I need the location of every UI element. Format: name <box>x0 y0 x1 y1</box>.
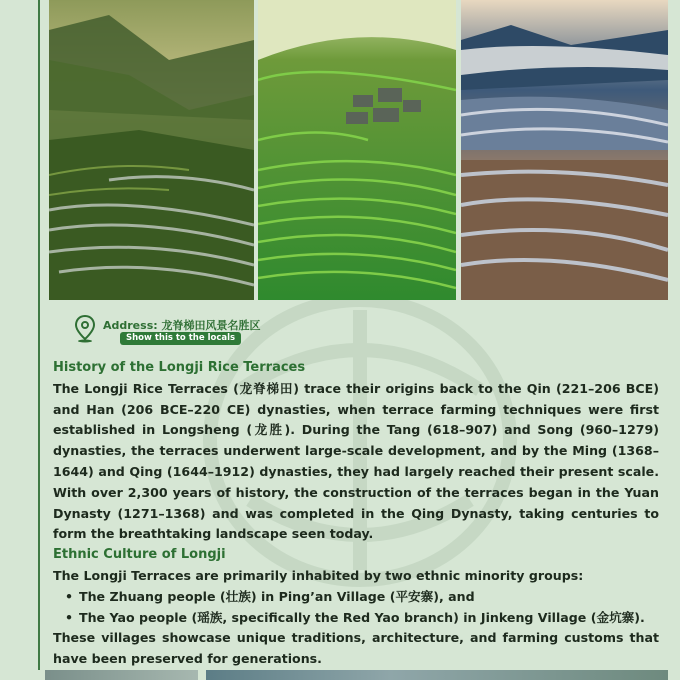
map-pin-icon <box>74 315 96 343</box>
bottom-photo-right <box>206 670 668 680</box>
list-item: • The Yao people (瑶族, specifically the Red Yao branch) in Jinkeng Village (金坑寨). <box>63 608 659 629</box>
ethnic-culture-heading: Ethnic Culture of Longji <box>53 547 226 563</box>
photo-strip <box>49 0 669 300</box>
closing-paragraph: These villages showcase unique traditions, architecture, and farming customs that have been preserved for generations. <box>53 630 659 667</box>
article-body <box>53 358 659 670</box>
photo-green-terraces-village <box>258 0 456 300</box>
ethnic-intro: The Longji Terraces are primarily inhabited by two ethnic minority groups: <box>53 567 584 583</box>
history-heading: History of the Longji Rice Terraces <box>53 360 306 375</box>
ethnic-groups-list <box>53 587 659 629</box>
history-paragraph: The Longji Rice Terraces (龙脊梯田) trace their origins back to the Qin (221–206 BCE) and Han (206 BCE–220 CE) dynasties, when terrace farming techniques were first established in Longsheng (龙胜). During the Tang (618–907) and Song (960–1279) dynasties, the terraces underwent large-scale development, and by the Ming (1368–1644) and Qing (1644–1912) dynasties, they had largely reached their present scale. With over 2,300 years of history, the construction of the terraces began in the Yuan Dynasty (1271–1368) and was completed in the Qing Dynasty, taking centuries to form the breathtaking landscape seen today. <box>53 380 659 542</box>
show-to-locals-button[interactable]: Show this to the locals <box>120 332 241 345</box>
left-margin-rule <box>38 0 40 670</box>
address-label: Address: 龙脊梯田风景名胜区 <box>103 319 261 332</box>
bottom-photo-left <box>45 670 198 680</box>
list-item: • The Zhuang people (壮族) in Ping’an Village (平安寨), and <box>63 587 659 608</box>
photo-misty-terraces <box>49 0 254 300</box>
photo-mirror-terraces-clouds <box>461 0 668 300</box>
